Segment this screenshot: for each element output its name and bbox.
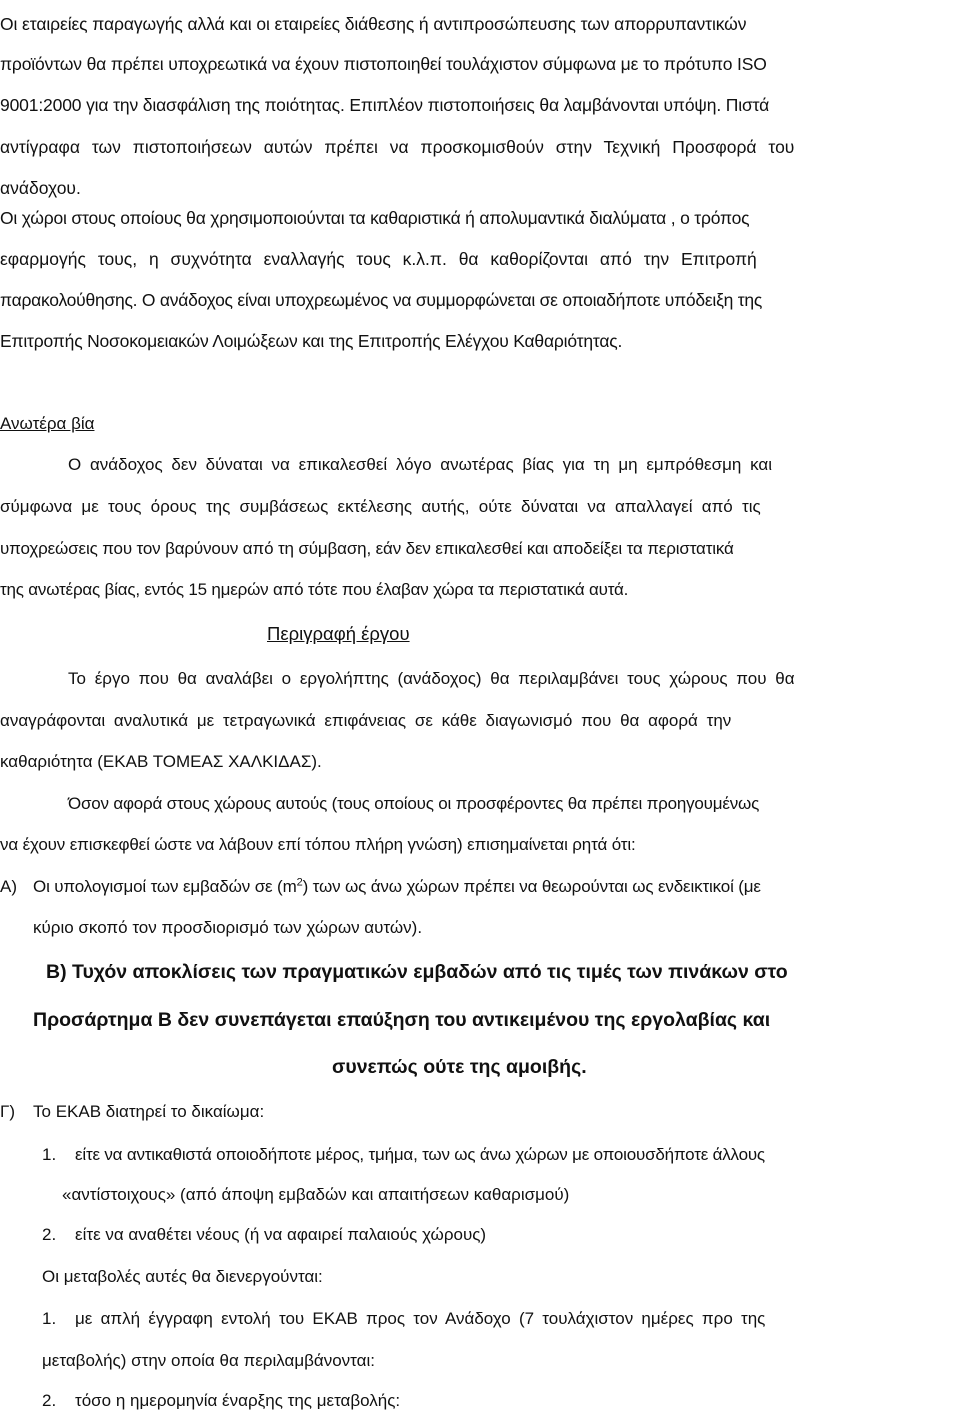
text-line: κύριο σκοπό τον προσδιορισμό των χώρων αυτών). [33,918,423,937]
text-line: Όσον αφορά στους χώρους αυτούς (τους οποίους οι προσφέροντες θα πρέπει προηγουμένως [68,794,760,813]
text-line: αναγράφονται αναλυτικά με τετραγωνικά επιφάνειας σε κάθε διαγωνισμό που θα αφορά την [0,711,732,730]
list-marker: Α) [0,877,17,896]
section-heading: Ανωτέρα βία [0,414,95,433]
list-item-text: είτε να αναθέτει νέους (ή να αφαιρεί παλαιούς χώρους) [75,1225,487,1244]
text-line: να έχουν επισκεφθεί ώστε να λάβουν επί τόπου πλήρη γνώση) επισημαίνεται ρητά ότι: [0,835,636,854]
text-line: Οι χώροι στους οποίους θα χρησιμοποιούνται τα καθαριστικά ή απολυμαντικά διαλύματα , ο τρόπος [0,208,750,228]
text-line: προϊόντων θα πρέπει υποχρεωτικά να έχουν πιστοποιηθεί τουλάχιστον σύμφωνα με το πρότυπο ISO [0,54,767,74]
text-segment: Οι υπολογισμοί των εμβαδών σε (m [33,877,297,896]
list-marker: Γ) [0,1102,16,1121]
text-line: 9001:2000 για την διασφάλιση της ποιότητας. Επιπλέον πιστοποιήσεις θα λαμβάνονται υπόψη. Πιστά [0,95,770,115]
bold-text-line: Β) Τυχόν αποκλίσεις των πραγματικών εμβαδών από τις τιμές των πινάκων στο [46,961,788,983]
list-number: 1. [42,1309,57,1328]
text-line: αντίγραφα των πιστοποιήσεων αυτών πρέπει να προσκομισθούν στην Τεχνική Προσφορά του [0,137,795,157]
list-item-text [33,866,761,907]
text-line: εφαρμογής τους, η συχνότητα εναλλαγής τους κ.λ.π. θα καθορίζονται από την Επιτροπή [0,249,757,269]
text-line: υποχρεώσεις που τον βαρύνουν από τη σύμβαση, εάν δεν επικαλεσθεί και αποδείξει τα περιστατικά [0,539,734,558]
text-line: «αντίστοιχους» (από άποψη εμβαδών και απαιτήσεων καθαρισμού) [62,1185,570,1204]
text-segment: ) των ως άνω χώρων πρέπει να θεωρούνται ως ενδεικτικοί (με [302,877,761,896]
list-number: 1. [42,1145,57,1164]
text-line: της ανωτέρας βίας, εντός 15 ημερών από τότε που έλαβαν χώρα τα περιστατικά αυτά. [0,580,629,599]
list-item-c [0,1091,960,1132]
list-number: 2. [42,1225,57,1244]
text-line: παρακολούθησης. Ο ανάδοχος είναι υποχρεωμένος να συμμορφώνεται σε οποιαδήποτε υπόδειξη της [0,290,763,310]
text-line: σύμφωνα με τους όρους της συμβάσεως εκτέλεσης αυτής, ούτε δύναται να απαλλαγεί από τις [0,497,761,516]
list-item-text: είτε να αντικαθιστά οποιοδήποτε μέρος, τμήμα, των ως άνω χώρων με οποιουσδήποτε άλλους [75,1145,765,1164]
text-line: Οι εταιρείες παραγωγής αλλά και οι εταιρείες διάθεσης ή αντιπροσώπευσης των απορρυπαντικών [0,14,747,34]
text-line: Το έργο που θα αναλάβει ο εργολήπτης (ανάδοχος) θα περιλαμβάνει τους χώρους που θα [68,669,795,688]
section-heading: Περιγραφή έργου [267,623,410,644]
text-line: Οι μεταβολές αυτές θα διενεργούνται: [42,1267,323,1286]
list-item-a [0,866,960,907]
list-item-text: τόσο η ημερομηνία έναρξης της μεταβολής: [75,1391,401,1410]
list-number: 2. [42,1391,57,1410]
list-item-text: Το ΕΚΑΒ διατηρεί το δικαίωμα: [33,1102,265,1121]
text-line: Ο ανάδοχος δεν δύναται να επικαλεσθεί λόγο ανωτέρας βίας για τη μη εμπρόθεσμη και [68,455,772,474]
bold-text-line: Προσάρτημα Β δεν συνεπάγεται επαύξηση του αντικειμένου της εργολαβίας και [33,1009,771,1031]
bold-text-line: συνεπώς ούτε της αμοιβής. [332,1056,587,1078]
text-line: μεταβολής) στην οποία θα περιλαμβάνονται: [42,1351,375,1370]
text-line: Επιτροπής Νοσοκομειακών Λοιμώξεων και της Επιτροπής Ελέγχου Καθαριότητας. [0,331,623,351]
superscript: 2 [296,876,303,889]
list-item-text: με απλή έγγραφη εντολή του ΕΚΑΒ προς τον Ανάδοχο (7 τουλάχιστον ημέρες προ της [75,1309,766,1328]
text-line: καθαριότητα (ΕΚΑΒ ΤΟΜΕΑΣ ΧΑΛΚΙΔΑΣ). [0,752,322,771]
text-line: ανάδοχου. [0,178,81,198]
